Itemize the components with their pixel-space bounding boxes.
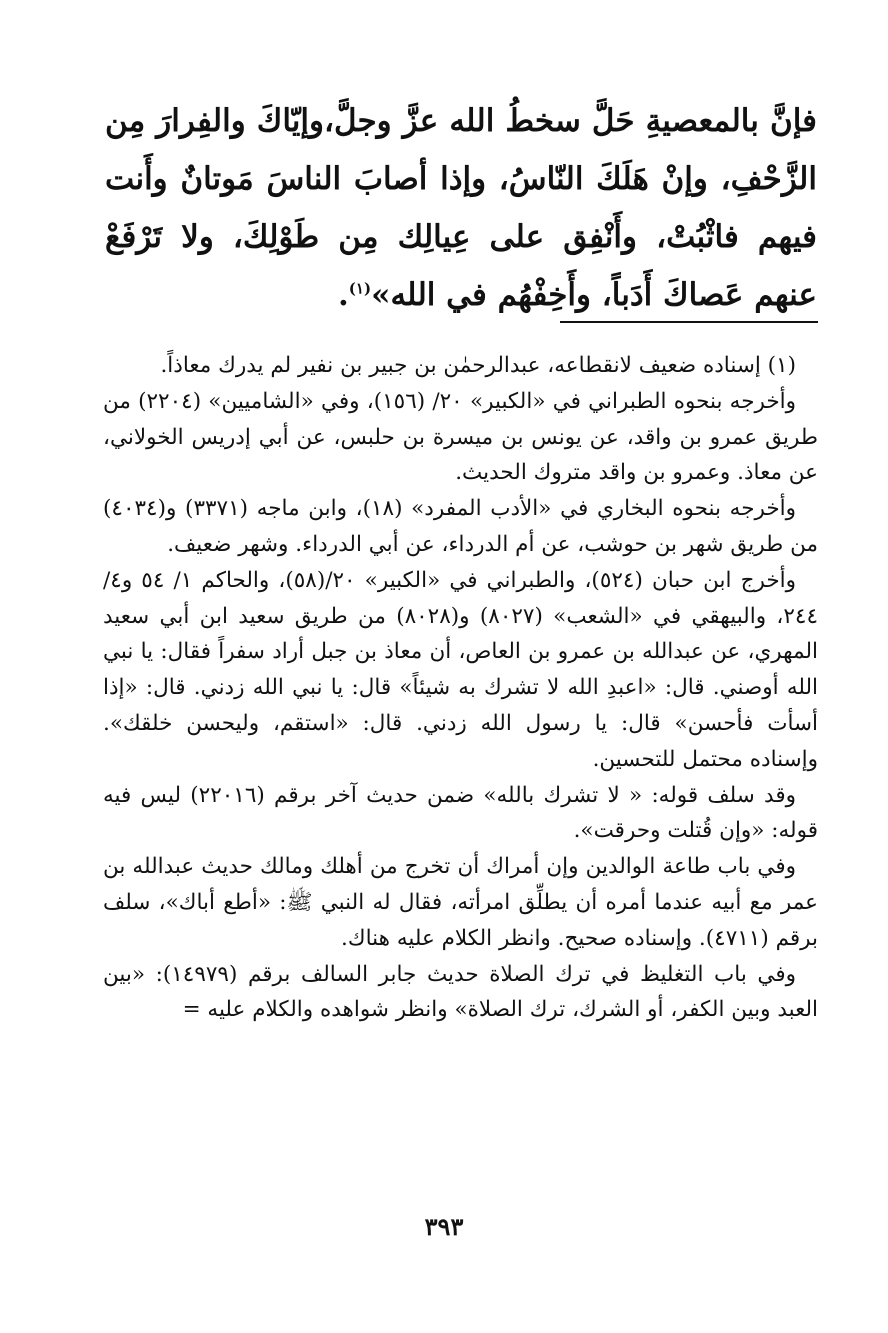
main-paragraph xyxy=(105,92,817,324)
main-paragraph-text: فإنَّ بالمعصيةِ حَلَّ سخطُ الله عزَّ وجلَّ،وإيّاكَ والفِرارَ مِن الزَّحْفِ، وإنْ هَلَكَ النّاسُ، وإذا أصابَ الناسَ مَوتانٌ وأَنت فيهم فاثْبُتْ، وأَنْفِق على عِيالِك مِن طَوْلِكَ، ولا تَرْفَعْ عنهم عَصاكَ أَدَباً، وأَخِفْهُم في الله» xyxy=(105,103,817,313)
footnote-paragraph: وفي باب التغليظ في ترك الصلاة حديث جابر السالف برقم (١٤٩٧٩): «بين العبد وبين الكفر، أو الشرك، ترك الصلاة» وانظر شواهده والكلام عليه = xyxy=(103,961,818,1023)
footnote-divider xyxy=(560,321,818,323)
footnote-paragraph: وأخرج ابن حبان (٥٢٤)، والطبراني في «الكبير» ٢٠/(٥٨)، والحاكم ١/ ٥٤ و٤/ ٢٤٤، والبيهقي في «الشعب» (٨٠٢٧) و(٨٠٢٨) من طريق سعيد ابن أبي سعيد المهري، عن عبدالله بن عمرو بن العاص، أن معاذ بن جبل أراد سفراً فقال: يا نبي الله أوصني. قال: «اعبدِ الله لا تشرك به شيئاً» قال: يا نبي الله زدني. قال: «إذا أسأت فأحسن» قال: يا رسول الله زدني. قال: «استقم، وليحسن خلقك». وإسناده محتمل للتحسين. xyxy=(103,567,818,772)
footnote-paragraph: وفي باب طاعة الوالدين وإن أمراك أن تخرج من أهلك ومالك حديث عبدالله بن عمر مع أبيه عندما أمره أن يطلِّق امرأته، فقال له النبي ﷺ: «أطع أباك»، سلف برقم (٤٧١١). وإسناده صحيح. وانظر الكلام عليه هناك. xyxy=(103,854,818,951)
main-end-punctuation: . xyxy=(337,277,349,313)
page-number: ٣٩٣ xyxy=(424,1212,464,1241)
footnote-paragraph: وأخرجه بنحوه البخاري في «الأدب المفرد» (١٨)، وابن ماجه (٣٣٧١) و(٤٠٣٤) من طريق شهر بن حوشب، عن أم الدرداء، عن أبي الدرداء. وشهر ضعيف. xyxy=(103,496,818,557)
main-text xyxy=(105,92,817,324)
footnotes-section xyxy=(103,348,818,1028)
footnote-paragraph: وأخرجه بنحوه الطبراني في «الكبير» ٢٠/ (١٥٦)، وفي «الشاميين» (٢٢٠٤) من طريق عمرو بن واقد، عن يونس بن ميسرة بن حلبس، عن أبي إدريس الخولاني، عن معاذ. وعمرو بن واقد متروك الحديث. xyxy=(103,388,818,486)
footnote-reference: (١) xyxy=(348,279,372,298)
footnote-paragraph: وقد سلف قوله: « لا تشرك بالله» ضمن حديث آخر برقم (٢٢٠١٦) ليس فيه قوله: «وإن قُتلت وحرقت». xyxy=(103,782,818,844)
footnote-paragraph: (١) إسناده ضعيف لانقطاعه، عبدالرحمٰن بن جبير بن نفير لم يدرك معاذاً. xyxy=(160,353,796,378)
